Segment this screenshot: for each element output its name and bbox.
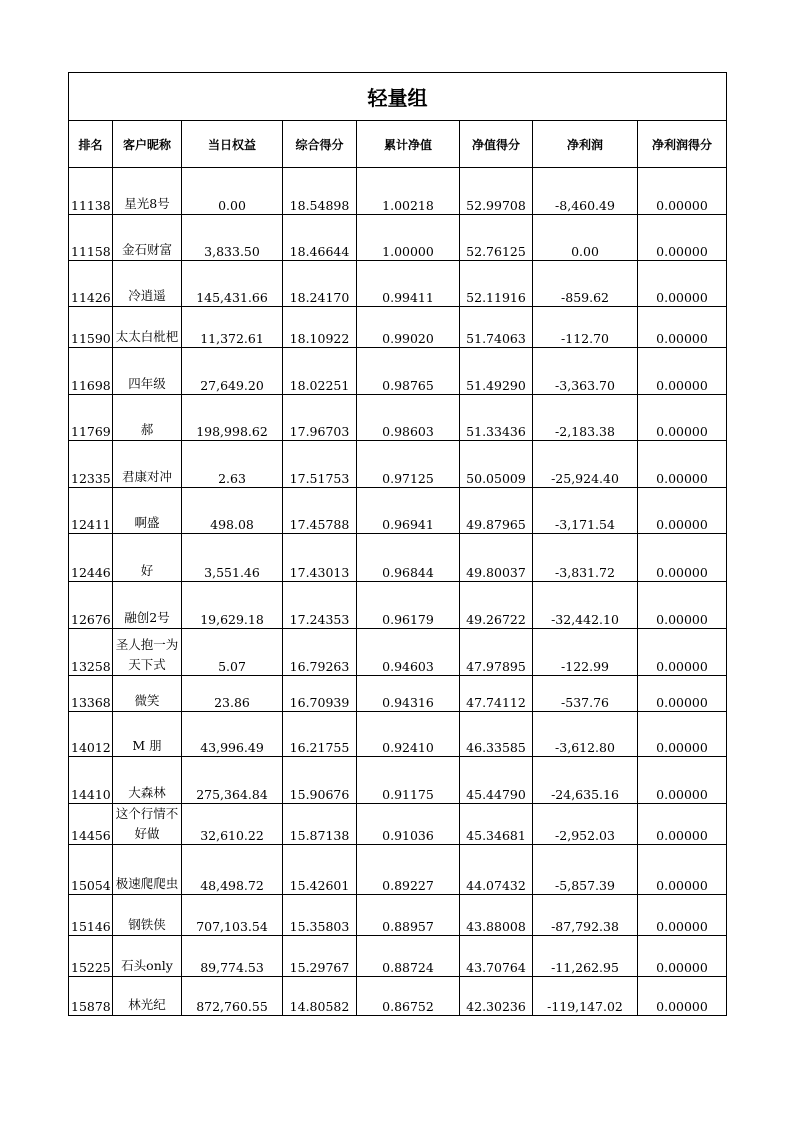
net-profit-cell: -32,442.10 bbox=[533, 582, 638, 629]
net-value-cell: 0.86752 bbox=[357, 977, 460, 1016]
net-profit-score-cell: 0.00000 bbox=[638, 804, 727, 845]
net-profit-score-cell: 0.00000 bbox=[638, 757, 727, 804]
net-profit-cell: -3,363.70 bbox=[533, 348, 638, 395]
net-value-cell: 0.88957 bbox=[357, 895, 460, 936]
net-profit-score-cell: 0.00000 bbox=[638, 712, 727, 757]
net-profit-score-cell: 0.00000 bbox=[638, 629, 727, 676]
header-total-score: 综合得分 bbox=[283, 121, 357, 168]
total-score-cell: 17.24353 bbox=[283, 582, 357, 629]
rank-cell: 12335 bbox=[69, 441, 113, 488]
equity-cell: 43,996.49 bbox=[182, 712, 283, 757]
rank-cell: 14012 bbox=[69, 712, 113, 757]
net-profit-score-cell: 0.00000 bbox=[638, 168, 727, 215]
table-row bbox=[69, 895, 727, 936]
table-row bbox=[69, 307, 727, 348]
equity-cell: 498.08 bbox=[182, 488, 283, 534]
net-value-cell: 0.96844 bbox=[357, 534, 460, 582]
net-profit-score-cell: 0.00000 bbox=[638, 261, 727, 307]
total-score-cell: 15.35803 bbox=[283, 895, 357, 936]
net-value-score-cell: 47.97895 bbox=[460, 629, 533, 676]
net-profit-cell: -8,460.49 bbox=[533, 168, 638, 215]
nickname-cell: 金石财富 bbox=[113, 215, 182, 261]
ranking-table bbox=[68, 72, 727, 1016]
rank-cell: 15225 bbox=[69, 936, 113, 977]
total-score-cell: 18.10922 bbox=[283, 307, 357, 348]
header-net-profit-score: 净利润得分 bbox=[638, 121, 727, 168]
net-profit-score-cell: 0.00000 bbox=[638, 488, 727, 534]
header-rank: 排名 bbox=[69, 121, 113, 168]
total-score-cell: 15.87138 bbox=[283, 804, 357, 845]
nickname-cell: 啊盛 bbox=[113, 488, 182, 534]
header-net-value-score: 净值得分 bbox=[460, 121, 533, 168]
net-profit-score-cell: 0.00000 bbox=[638, 936, 727, 977]
total-score-cell: 15.90676 bbox=[283, 757, 357, 804]
table-row bbox=[69, 977, 727, 1016]
net-value-cell: 0.92410 bbox=[357, 712, 460, 757]
total-score-cell: 18.54898 bbox=[283, 168, 357, 215]
equity-cell: 32,610.22 bbox=[182, 804, 283, 845]
net-value-score-cell: 49.80037 bbox=[460, 534, 533, 582]
net-value-score-cell: 43.88008 bbox=[460, 895, 533, 936]
net-value-cell: 1.00000 bbox=[357, 215, 460, 261]
table-row bbox=[69, 804, 727, 845]
net-profit-cell: -24,635.16 bbox=[533, 757, 638, 804]
net-value-score-cell: 52.76125 bbox=[460, 215, 533, 261]
net-value-cell: 0.91175 bbox=[357, 757, 460, 804]
net-value-cell: 0.97125 bbox=[357, 441, 460, 488]
net-profit-cell: -2,183.38 bbox=[533, 395, 638, 441]
net-profit-cell: -87,792.38 bbox=[533, 895, 638, 936]
total-score-cell: 16.21755 bbox=[283, 712, 357, 757]
rank-cell: 13368 bbox=[69, 676, 113, 712]
equity-cell: 89,774.53 bbox=[182, 936, 283, 977]
table-row bbox=[69, 534, 727, 582]
nickname-cell: M 朋 bbox=[113, 712, 182, 757]
net-value-score-cell: 42.30236 bbox=[460, 977, 533, 1016]
total-score-cell: 18.24170 bbox=[283, 261, 357, 307]
table-row bbox=[69, 582, 727, 629]
net-profit-score-cell: 0.00000 bbox=[638, 895, 727, 936]
net-value-score-cell: 51.33436 bbox=[460, 395, 533, 441]
equity-cell: 145,431.66 bbox=[182, 261, 283, 307]
rank-cell: 11698 bbox=[69, 348, 113, 395]
net-profit-cell: -3,831.72 bbox=[533, 534, 638, 582]
net-value-cell: 0.94316 bbox=[357, 676, 460, 712]
equity-cell: 23.86 bbox=[182, 676, 283, 712]
net-profit-cell: -25,924.40 bbox=[533, 441, 638, 488]
net-value-score-cell: 51.74063 bbox=[460, 307, 533, 348]
net-value-score-cell: 52.99708 bbox=[460, 168, 533, 215]
table-row bbox=[69, 936, 727, 977]
net-profit-cell: -5,857.39 bbox=[533, 845, 638, 895]
net-profit-score-cell: 0.00000 bbox=[638, 307, 727, 348]
nickname-cell: 林光纪 bbox=[113, 977, 182, 1016]
net-value-cell: 0.88724 bbox=[357, 936, 460, 977]
nickname-cell: 微笑 bbox=[113, 676, 182, 712]
table-row bbox=[69, 488, 727, 534]
net-value-cell: 0.96179 bbox=[357, 582, 460, 629]
net-profit-score-cell: 0.00000 bbox=[638, 582, 727, 629]
net-value-score-cell: 49.26722 bbox=[460, 582, 533, 629]
rank-cell: 12446 bbox=[69, 534, 113, 582]
header-net-value: 累计净值 bbox=[357, 121, 460, 168]
rank-cell: 14456 bbox=[69, 804, 113, 845]
net-value-cell: 0.99411 bbox=[357, 261, 460, 307]
net-profit-score-cell: 0.00000 bbox=[638, 845, 727, 895]
total-score-cell: 16.79263 bbox=[283, 629, 357, 676]
net-value-cell: 0.98603 bbox=[357, 395, 460, 441]
net-value-cell: 0.89227 bbox=[357, 845, 460, 895]
table-row bbox=[69, 441, 727, 488]
rank-cell: 14410 bbox=[69, 757, 113, 804]
total-score-cell: 17.96703 bbox=[283, 395, 357, 441]
equity-cell: 275,364.84 bbox=[182, 757, 283, 804]
net-value-score-cell: 46.33585 bbox=[460, 712, 533, 757]
nickname-cell: 石头only bbox=[113, 936, 182, 977]
net-profit-score-cell: 0.00000 bbox=[638, 977, 727, 1016]
net-value-score-cell: 52.11916 bbox=[460, 261, 533, 307]
rank-cell: 11158 bbox=[69, 215, 113, 261]
net-value-score-cell: 43.70764 bbox=[460, 936, 533, 977]
equity-cell: 872,760.55 bbox=[182, 977, 283, 1016]
table-row bbox=[69, 261, 727, 307]
total-score-cell: 18.46644 bbox=[283, 215, 357, 261]
rank-cell: 13258 bbox=[69, 629, 113, 676]
net-value-cell: 0.91036 bbox=[357, 804, 460, 845]
net-profit-cell: -112.70 bbox=[533, 307, 638, 348]
nickname-cell: 太太白枇杷 bbox=[113, 307, 182, 348]
net-profit-cell: -859.62 bbox=[533, 261, 638, 307]
table-row bbox=[69, 348, 727, 395]
net-profit-score-cell: 0.00000 bbox=[638, 348, 727, 395]
net-value-score-cell: 49.87965 bbox=[460, 488, 533, 534]
nickname-cell: 大森林 bbox=[113, 757, 182, 804]
net-profit-cell: -3,612.80 bbox=[533, 712, 638, 757]
rank-cell: 11769 bbox=[69, 395, 113, 441]
net-value-cell: 0.99020 bbox=[357, 307, 460, 348]
table-row bbox=[69, 757, 727, 804]
nickname-cell: 冷逍遥 bbox=[113, 261, 182, 307]
net-profit-score-cell: 0.00000 bbox=[638, 534, 727, 582]
total-score-cell: 17.43013 bbox=[283, 534, 357, 582]
net-value-score-cell: 44.07432 bbox=[460, 845, 533, 895]
table-row bbox=[69, 629, 727, 676]
nickname-cell: 星光8号 bbox=[113, 168, 182, 215]
nickname-cell: 圣人抱一为天下式 bbox=[113, 629, 182, 676]
net-value-cell: 0.96941 bbox=[357, 488, 460, 534]
net-profit-cell: -11,262.95 bbox=[533, 936, 638, 977]
net-value-score-cell: 51.49290 bbox=[460, 348, 533, 395]
equity-cell: 11,372.61 bbox=[182, 307, 283, 348]
rank-cell: 11590 bbox=[69, 307, 113, 348]
nickname-cell: 融创2号 bbox=[113, 582, 182, 629]
total-score-cell: 17.45788 bbox=[283, 488, 357, 534]
net-profit-cell: -122.99 bbox=[533, 629, 638, 676]
total-score-cell: 15.29767 bbox=[283, 936, 357, 977]
equity-cell: 2.63 bbox=[182, 441, 283, 488]
rank-cell: 12411 bbox=[69, 488, 113, 534]
header-net-profit: 净利润 bbox=[533, 121, 638, 168]
total-score-cell: 17.51753 bbox=[283, 441, 357, 488]
nickname-cell: 好 bbox=[113, 534, 182, 582]
net-value-score-cell: 50.05009 bbox=[460, 441, 533, 488]
total-score-cell: 14.80582 bbox=[283, 977, 357, 1016]
nickname-cell: 郝 bbox=[113, 395, 182, 441]
rank-cell: 11138 bbox=[69, 168, 113, 215]
total-score-cell: 15.42601 bbox=[283, 845, 357, 895]
table-row bbox=[69, 395, 727, 441]
table-row bbox=[69, 215, 727, 261]
table-row bbox=[69, 845, 727, 895]
table-row bbox=[69, 676, 727, 712]
net-value-cell: 0.98765 bbox=[357, 348, 460, 395]
nickname-cell: 君康对冲 bbox=[113, 441, 182, 488]
header-equity: 当日权益 bbox=[182, 121, 283, 168]
net-value-score-cell: 45.34681 bbox=[460, 804, 533, 845]
net-value-score-cell: 45.44790 bbox=[460, 757, 533, 804]
rank-cell: 15878 bbox=[69, 977, 113, 1016]
net-profit-cell: 0.00 bbox=[533, 215, 638, 261]
net-profit-cell: -3,171.54 bbox=[533, 488, 638, 534]
nickname-cell: 钢铁侠 bbox=[113, 895, 182, 936]
net-value-score-cell: 47.74112 bbox=[460, 676, 533, 712]
header-row bbox=[69, 121, 727, 168]
total-score-cell: 18.02251 bbox=[283, 348, 357, 395]
rank-cell: 12676 bbox=[69, 582, 113, 629]
table-row bbox=[69, 168, 727, 215]
nickname-cell: 极速爬爬虫 bbox=[113, 845, 182, 895]
net-profit-score-cell: 0.00000 bbox=[638, 215, 727, 261]
equity-cell: 5.07 bbox=[182, 629, 283, 676]
rank-cell: 15054 bbox=[69, 845, 113, 895]
equity-cell: 0.00 bbox=[182, 168, 283, 215]
net-profit-cell: -119,147.02 bbox=[533, 977, 638, 1016]
header-nickname: 客户昵称 bbox=[113, 121, 182, 168]
rank-cell: 11426 bbox=[69, 261, 113, 307]
equity-cell: 3,833.50 bbox=[182, 215, 283, 261]
table-title: 轻量组 bbox=[69, 73, 727, 121]
equity-cell: 19,629.18 bbox=[182, 582, 283, 629]
net-profit-score-cell: 0.00000 bbox=[638, 676, 727, 712]
equity-cell: 707,103.54 bbox=[182, 895, 283, 936]
net-profit-score-cell: 0.00000 bbox=[638, 441, 727, 488]
net-value-cell: 1.00218 bbox=[357, 168, 460, 215]
net-value-cell: 0.94603 bbox=[357, 629, 460, 676]
nickname-cell: 四年级 bbox=[113, 348, 182, 395]
table-row bbox=[69, 712, 727, 757]
net-profit-cell: -2,952.03 bbox=[533, 804, 638, 845]
total-score-cell: 16.70939 bbox=[283, 676, 357, 712]
nickname-cell: 这个行情不好做 bbox=[113, 804, 182, 845]
equity-cell: 198,998.62 bbox=[182, 395, 283, 441]
equity-cell: 27,649.20 bbox=[182, 348, 283, 395]
equity-cell: 3,551.46 bbox=[182, 534, 283, 582]
equity-cell: 48,498.72 bbox=[182, 845, 283, 895]
net-profit-score-cell: 0.00000 bbox=[638, 395, 727, 441]
rank-cell: 15146 bbox=[69, 895, 113, 936]
net-profit-cell: -537.76 bbox=[533, 676, 638, 712]
